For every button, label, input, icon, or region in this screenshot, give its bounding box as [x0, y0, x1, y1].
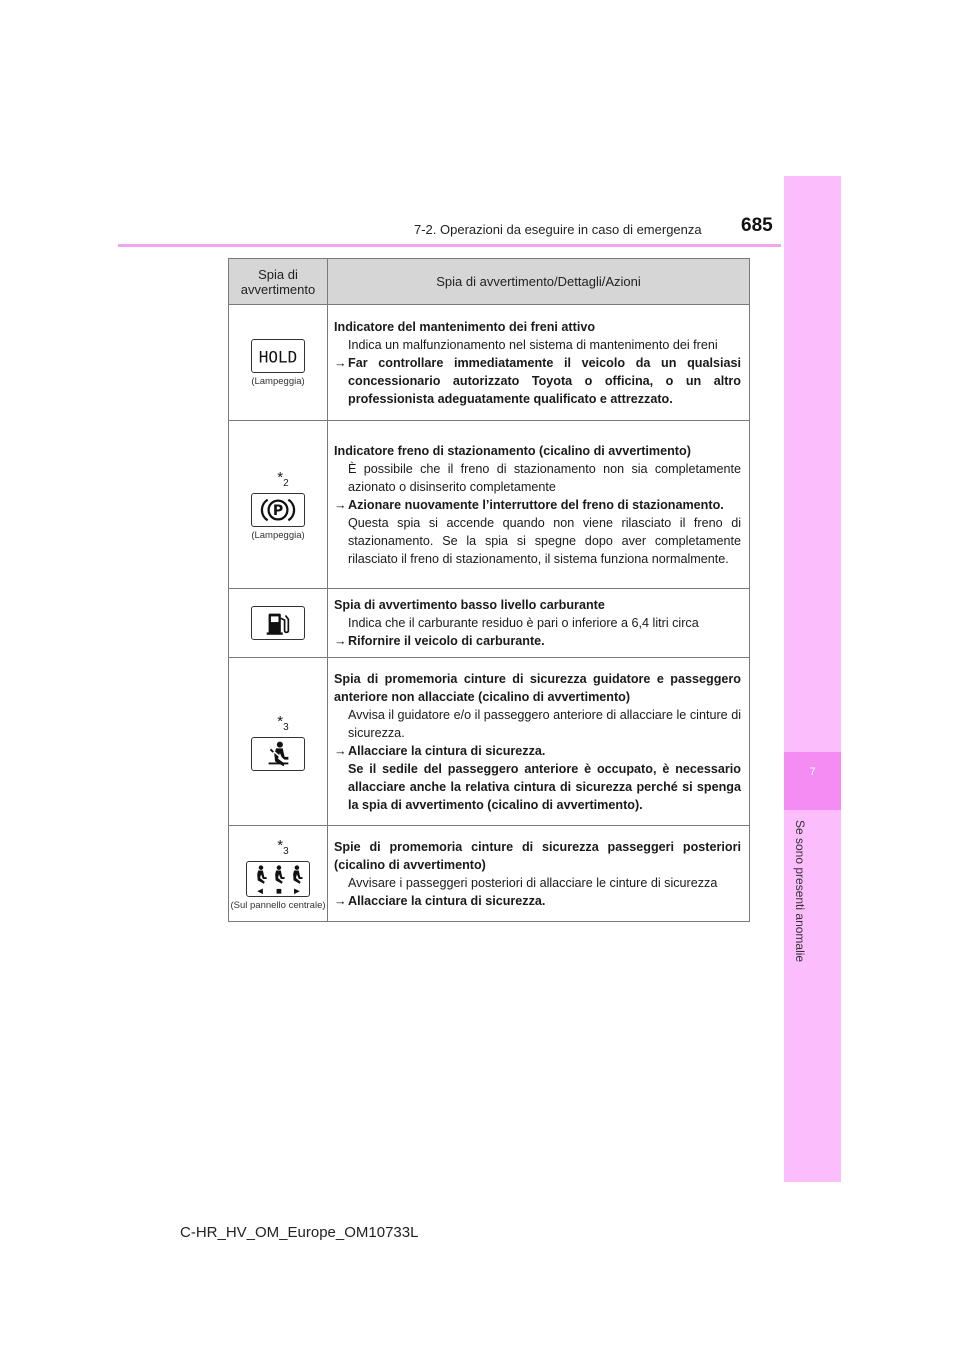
seatbelt-reminder-icon: [251, 737, 305, 771]
row-action-text: Far controllare immediatamente il veicolo da un qualsiasi concessionario autorizzato Toyota o officina, o un altro professionista adeguatamente qualificato e attrezzato.: [348, 355, 741, 406]
icon-cell: [229, 421, 328, 589]
icon-caption: (Lampeggia): [251, 529, 305, 541]
page-number: 685: [741, 215, 773, 236]
arrow-icon: →: [334, 893, 347, 908]
table-row: [229, 826, 750, 922]
arrow-icon: →: [334, 634, 347, 648]
row-action-text: Allacciare la cintura di sicurezza.: [348, 893, 546, 908]
row-title: Spia di promemoria cinture di sicurezza guidatore e passeggero anteriore non allacciate (cicalino di avvertimento): [334, 671, 741, 704]
row-action: [334, 632, 741, 650]
arrow-icon: →: [334, 497, 347, 512]
table-header-row: [229, 259, 750, 305]
arrow-icon: →: [334, 743, 347, 758]
arrow-icon: →: [334, 355, 347, 370]
row-title: Spie di promemoria cinture di sicurezza passeggeri posteriori (cicalino di avvertimento): [334, 839, 741, 872]
rear-seatbelt-reminder-icon: [246, 861, 310, 897]
row-detail: Indica che il carburante residuo è pari o inferiore a 6,4 litri circa: [348, 616, 699, 630]
footnote-mark: $*_2$: [277, 468, 289, 489]
icon-cell: [229, 658, 328, 826]
chapter-side-tab: [784, 176, 841, 1182]
row-title: Indicatore freno di stazionamento (cicalino di avvertimento): [334, 443, 691, 458]
icon-cell: [229, 826, 328, 922]
row-action: [334, 354, 741, 408]
row-detail: Indica un malfunzionamento nel sistema di mantenimento dei freni: [348, 337, 718, 352]
row-detail: È possibile che il freno di stazionamento non sia completamente azionato o disinserito completamente: [348, 461, 741, 494]
col-header-details: Spia di avvertimento/Dettagli/Azioni: [328, 259, 750, 305]
row-title: Spia di avvertimento basso livello carburante: [334, 598, 605, 612]
row-action-text: Azionare nuovamente l’interruttore del freno di stazionamento.: [348, 497, 724, 512]
table-row: [229, 658, 750, 826]
details-cell: [328, 421, 750, 589]
section-title: 7-2. Operazioni da eseguire in caso di emergenza: [414, 222, 702, 237]
fuel-pump-icon: [251, 606, 305, 640]
row-action: [334, 892, 741, 910]
icon-cell: [229, 305, 328, 421]
chapter-title: Se sono presenti anomalie: [793, 820, 807, 963]
brake-hold-icon: [251, 339, 305, 373]
details-cell: [328, 658, 750, 826]
svg-text:P: P: [272, 502, 284, 519]
row-action-text: Rifornire il veicolo di carburante.: [348, 634, 545, 648]
row-title: Indicatore del mantenimento dei freni attivo: [334, 319, 596, 334]
row-note: Questa spia si accende quando non viene rilasciato il freno di stazionamento. Se la spia si spegne dopo aver completamente rilasciato il freno di stazionamento, il sistema funziona normalmente.: [348, 515, 741, 566]
row-action-continued: Se il sedile del passeggero anteriore è occupato, è necessario allacciare anche la relativa cintura di sicurezza perché si spenga la spia di avvertimento (cicalino di avvertimento).: [348, 761, 741, 812]
header-rule: [118, 244, 781, 247]
icon-cell: [229, 589, 328, 658]
details-cell: [328, 589, 750, 658]
document-code: C-HR_HV_OM_Europe_OM10733L: [180, 1224, 419, 1241]
details-cell: [328, 305, 750, 421]
footnote-mark: $*_3$: [277, 712, 289, 733]
table-row: [229, 421, 750, 589]
col-header-warning-light: Spia di avvertimento: [229, 259, 328, 305]
chapter-side-tab-active: [784, 752, 841, 810]
footnote-mark: $*_3$: [277, 836, 289, 857]
row-action-text: Allacciare la cintura di sicurezza.: [348, 743, 546, 758]
icon-caption: (Sul pannello centrale): [230, 899, 326, 911]
row-action: [334, 742, 741, 760]
warning-lights-table: [228, 258, 750, 922]
details-cell: [328, 826, 750, 922]
hold-icon-label: HOLD: [258, 347, 298, 367]
chapter-number: 7: [809, 766, 816, 778]
parking-brake-icon: [251, 493, 305, 527]
row-detail: Avvisa il guidatore e/o il passeggero anteriore di allacciare le cinture di sicurezza.: [348, 707, 741, 740]
row-action: [334, 496, 741, 514]
table-row: [229, 589, 750, 658]
icon-caption: (Lampeggia): [251, 375, 305, 387]
row-detail: Avvisare i passeggeri posteriori di allacciare le cinture di sicurezza: [348, 875, 718, 890]
table-row: [229, 305, 750, 421]
